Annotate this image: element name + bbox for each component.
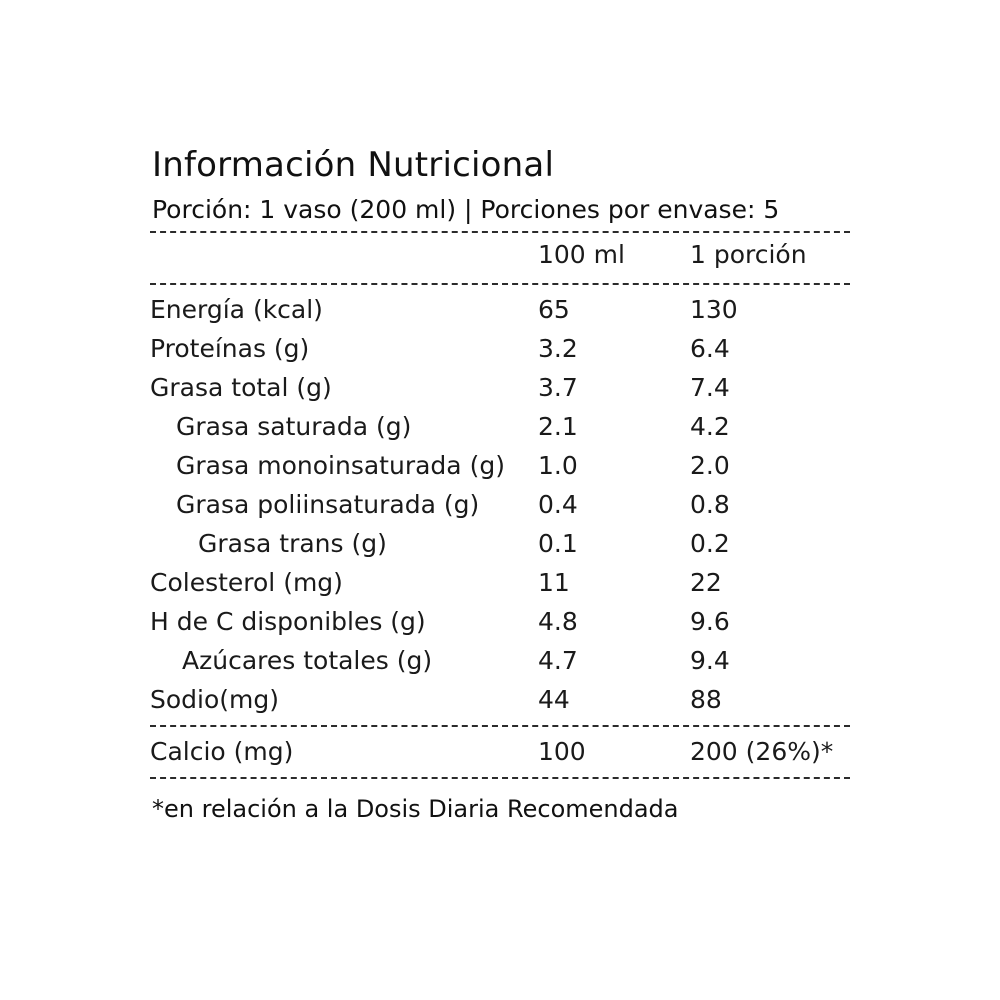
nutrition-table <box>150 233 850 785</box>
table-row <box>150 486 850 525</box>
nutrient-label: Sodio(mg) <box>150 685 280 715</box>
table-row <box>150 408 850 447</box>
nutrient-value-100ml: 44 <box>538 685 570 715</box>
nutrient-label: Grasa trans (g) <box>198 529 387 559</box>
divider-bottom-cell <box>150 772 850 785</box>
table-row <box>150 733 850 772</box>
nutrient-value-100ml: 1.0 <box>538 451 578 481</box>
nutrient-value-portion: 0.8 <box>690 490 730 520</box>
nutrient-label: Grasa total (g) <box>150 373 332 403</box>
nutrition-facts-panel <box>150 145 850 823</box>
nutrient-value-portion: 22 <box>690 568 722 598</box>
table-body <box>150 278 850 785</box>
nutrient-value-portion: 6.4 <box>690 334 730 364</box>
table-row <box>150 681 850 720</box>
nutrient-label: Grasa monoinsaturada (g) <box>176 451 505 481</box>
nutrient-value-portion: 9.6 <box>690 607 730 637</box>
table-row <box>150 603 850 642</box>
divider-bottom <box>150 777 850 779</box>
nutrient-value-100ml: 100 <box>538 737 586 767</box>
divider-header-cell <box>150 278 850 291</box>
divider-before-calcium <box>150 725 850 727</box>
nutrient-label: Energía (kcal) <box>150 295 323 325</box>
table-row <box>150 642 850 681</box>
divider-before-calcium-cell <box>150 720 850 733</box>
nutrient-label: Azúcares totales (g) <box>182 646 433 676</box>
nutrient-value-portion: 7.4 <box>690 373 730 403</box>
divider-bottom-row <box>150 772 850 785</box>
table-row <box>150 330 850 369</box>
nutrient-label: Grasa poliinsaturada (g) <box>176 490 480 520</box>
nutrient-value-100ml: 2.1 <box>538 412 578 442</box>
divider-under-header <box>150 283 850 285</box>
nutrient-value-portion: 200 (26%)* <box>690 737 834 767</box>
table-row <box>150 447 850 486</box>
footnote: *en relación a la Dosis Diaria Recomendada <box>152 795 679 824</box>
column-header-per-portion: 1 porción <box>690 240 807 270</box>
nutrient-label: Colesterol (mg) <box>150 568 343 598</box>
table-row <box>150 369 850 408</box>
nutrient-value-portion: 130 <box>690 295 738 325</box>
nutrient-value-100ml: 3.7 <box>538 373 578 403</box>
divider-before-calcium-row <box>150 720 850 733</box>
nutrient-label: H de C disponibles (g) <box>150 607 426 637</box>
column-header-label <box>150 233 538 278</box>
table-row <box>150 525 850 564</box>
nutrient-value-portion: 4.2 <box>690 412 730 442</box>
page-title: Información Nutricional <box>152 145 555 185</box>
nutrient-value-100ml: 0.4 <box>538 490 578 520</box>
nutrient-value-100ml: 4.7 <box>538 646 578 676</box>
divider-header-row <box>150 278 850 291</box>
nutrient-label: Calcio (mg) <box>150 737 294 767</box>
nutrient-value-100ml: 65 <box>538 295 570 325</box>
nutrient-label: Proteínas (g) <box>150 334 310 364</box>
nutrient-value-portion: 9.4 <box>690 646 730 676</box>
nutrient-value-portion: 2.0 <box>690 451 730 481</box>
nutrient-value-100ml: 3.2 <box>538 334 578 364</box>
serving-info: Porción: 1 vaso (200 ml) | Porciones por envase: 5 <box>152 194 780 224</box>
nutrient-label: Grasa saturada (g) <box>176 412 412 442</box>
nutrient-value-100ml: 4.8 <box>538 607 578 637</box>
table-row <box>150 564 850 603</box>
nutrient-value-100ml: 0.1 <box>538 529 578 559</box>
table-row <box>150 291 850 330</box>
column-header-per-100ml: 100 ml <box>538 240 625 270</box>
nutrient-value-100ml: 11 <box>538 568 570 598</box>
table-header-row <box>150 233 850 278</box>
table-header <box>150 233 850 278</box>
nutrient-value-portion: 88 <box>690 685 722 715</box>
nutrient-value-portion: 0.2 <box>690 529 730 559</box>
